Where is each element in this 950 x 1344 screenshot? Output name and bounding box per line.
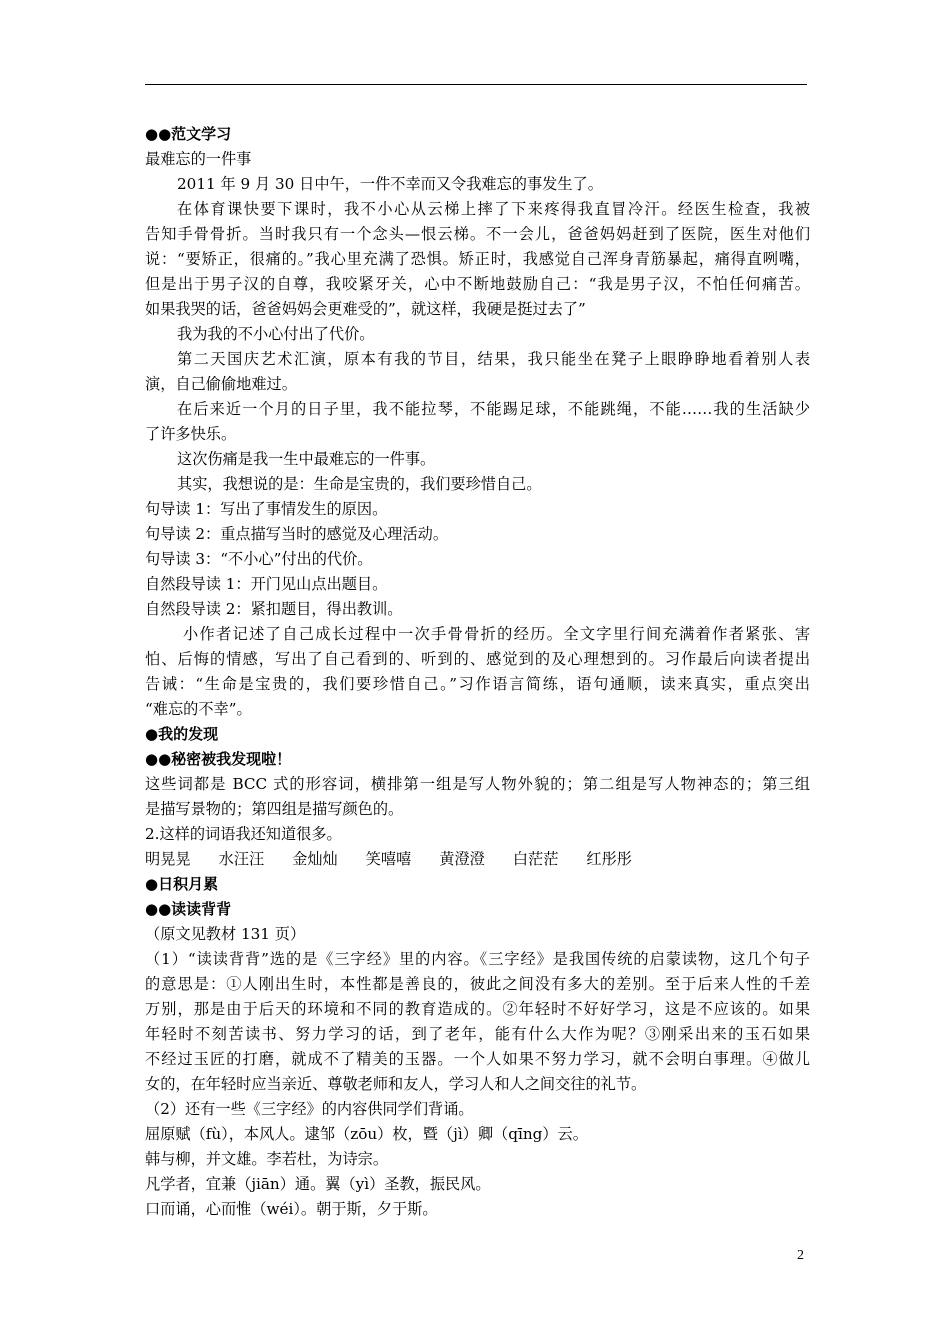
recite-line: （2）还有一些《三字经》的内容供同学们背诵。 [145,1100,474,1118]
word-item: 黄澄澄 [439,850,485,868]
document-body [145,122,810,1222]
section-heading-recite: ●●读读背背 [145,900,232,918]
page-number: 2 [797,1248,804,1263]
classic-verse: 韩与柳，并文雄。李若杜，为诗宗。 [145,1150,388,1168]
word-item: 笑嘻嘻 [365,850,412,868]
header-rule [145,84,807,85]
section-heading-find: ●我的发现 [145,725,219,743]
essay-line: 了许多快乐。 [145,425,237,443]
word-item: 红彤彤 [586,850,632,868]
essay-line: 第二天国庆艺术汇演，原本有我的节目，结果，我只能坐在凳子上眼睁睁地看着别人表 [177,350,810,368]
recite-line: 的意思是：①人刚出生时，本性都是善良的，彼此之间没有多大的差别。至于后来人性的千差 [145,975,810,993]
word-item: 明晃晃 [145,850,191,868]
essay-line: 在体育课快要下课时，我不小心从云梯上摔了下来疼得我直冒冷汗。经医生检查，我被 [177,200,810,218]
recite-line: 不经过玉匠的打磨，就成不了精美的玉器。一个人如果不努力学习，就不会明白事理。④做儿 [145,1050,810,1068]
word-item: 白茫茫 [512,850,559,868]
section-heading-accumulate: ●日积月累 [145,875,219,893]
finding-line: 这些词都是 BCC 式的形容词，横排第一组是写人物外貌的；第二组是写人物神态的；第三组 [145,775,810,793]
essay-line: 但是出于男子汉的自尊，我咬紧牙关，心中不断地鼓励自己：“我是男子汉，不怕任何痛苦。 [145,275,810,293]
section-heading-study: ●●范文学习 [145,125,232,143]
commentary-line: “难忘的不幸”。 [145,700,252,718]
word-item: 水汪汪 [218,850,265,868]
commentary-line: 怕、后悔的情感，写出了自己看到的、听到的、感觉到的及心理想到的。习作最后向读者提出 [145,650,810,668]
guide-note: 自然段导读 2：紧扣题目，得出教训。 [145,600,403,618]
classic-verse: 口而诵，心而惟（wéi）。朝于斯，夕于斯。 [145,1200,438,1218]
essay-paragraph: 其实，我想说的是：生命是宝贵的，我们要珍惜自己。 [177,475,542,493]
essay-paragraph: 我为我的不小心付出了代价。 [177,325,375,343]
finding-line: 是描写景物的；第四组是描写颜色的。 [145,800,404,818]
finding-line: 2.这样的词语我还知道很多。 [145,825,342,843]
guide-note: 句导读 2：重点描写当时的感觉及心理活动。 [145,525,449,543]
guide-note: 句导读 3：“不小心”付出的代价。 [145,550,373,568]
word-item: 金灿灿 [292,850,338,868]
recite-line: 万别，那是由于后天的环境和不同的教育造成的。②年轻时不好好学习，这是不应该的。如果 [145,1000,810,1018]
guide-note: 句导读 1：写出了事情发生的原因。 [145,500,388,518]
essay-paragraph: 这次伤痛是我一生中最难忘的一件事。 [177,450,436,468]
essay-line: 告知手骨骨折。当时我只有一个念头—恨云梯。不一会儿，爸爸妈妈赶到了医院，医生对他们 [145,225,810,243]
word-list [145,847,810,872]
essay-paragraph: 2011 年 9 月 30 日中午，一件不幸而又令我难忘的事发生了。 [177,175,603,193]
guide-note: 自然段导读 1：开门见山点出题目。 [145,575,388,593]
essay-line: 在后来近一个月的日子里，我不能拉琴，不能踢足球，不能跳绳，不能……我的生活缺少 [177,400,810,418]
source-note: （原文见教材 131 页） [145,925,306,943]
essay-line: 如果我哭的话，爸爸妈妈会更难受的”，就这样，我硬是挺过去了” [145,300,586,318]
recite-line: 女的，在年轻时应当亲近、尊敬老师和友人，学习人和人之间交往的礼节。 [145,1075,647,1093]
essay-title: 最难忘的一件事 [145,150,252,168]
recite-line: （1）“读读背背”选的是《三字经》里的内容。《三字经》是我国传统的启蒙读物，这几个句子 [145,950,810,968]
commentary-line: 告诫：“生命是宝贵的，我们要珍惜自己。”习作语言简练，语句通顺，读来真实，重点突出 [145,675,810,693]
section-heading-secret: ●●秘密被我发现啦！ [145,750,292,768]
essay-line: 说：“要矫正，很痛的。”我心里充满了恐惧。矫正时，我感觉自己浑身青筋暴起，痛得直咧嘴， [145,250,810,268]
classic-verse: 屈原赋（fù），本风人。逮邹（zōu）枚，暨（jì）卿（qīng）云。 [145,1125,588,1143]
essay-line: 演，自己偷偷地难过。 [145,375,297,393]
recite-line: 年轻时不刻苦读书、努力学习的话，到了老年，能有什么大作为呢？③刚采出来的玉石如果 [145,1025,810,1043]
commentary-line: 小作者记述了自己成长过程中一次手骨骨折的经历。全文字里行间充满着作者紧张、害 [183,625,810,643]
classic-verse: 凡学者，宜兼（jiān）通。翼（yì）圣教，振民风。 [145,1175,491,1193]
